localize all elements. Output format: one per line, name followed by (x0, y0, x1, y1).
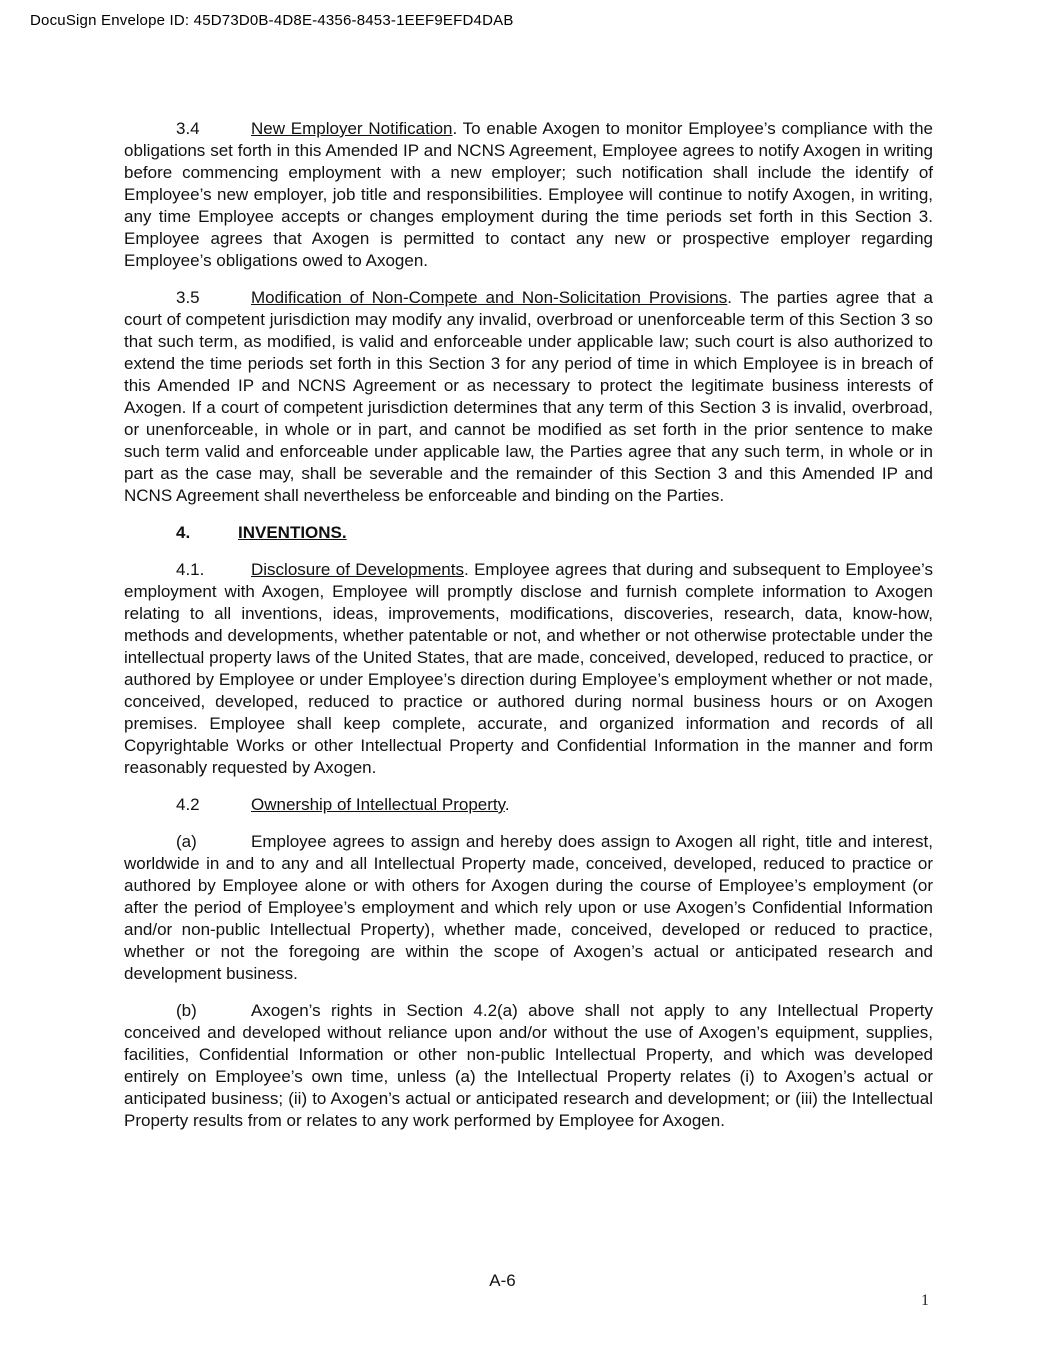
section-4-2-title-period: . (504, 795, 510, 814)
section-3-4-title: New Employer Notification (251, 119, 453, 138)
section-4-2a-body: Employee agrees to assign and hereby does assign to Axogen all right, title and interest, worldwide in and to any and all Intellectual Property made, conceived, developed, reduced to practice or authored by Employee alone or with others for Axogen during the course of Employee’s employment (or after the period of Employee’s employment and which rely upon or use Axogen’s Confidential Information and/or non-public Intellectual Property), whether made, conceived, developed or reduced to practice, whether or not the foregoing are within the scope of Axogen’s actual or anticipated research and development business. (124, 832, 933, 983)
section-3-5-paragraph (124, 287, 933, 507)
section-4-2a-paragraph (124, 831, 933, 985)
section-4-2-heading (124, 794, 933, 816)
section-4-2b-body: Axogen’s rights in Section 4.2(a) above shall not apply to any Intellectual Property conceived and developed without reliance upon and/or without the use of Axogen’s equipment, supplies, facilities, Confidential Information or other non-public Intellectual Property, and which was developed entirely on Employee’s own time, unless (a) the Intellectual Property relates (i) to Axogen’s actual or anticipated business; (ii) to Axogen’s actual or anticipated research and development; or (iii) the Intellectual Property results from or relates to any work performed by Employee for Axogen. (124, 1001, 933, 1130)
section-3-4-paragraph (124, 118, 933, 272)
section-3-4-body: . To enable Axogen to monitor Employee’s compliance with the obligations set forth in this Amended IP and NCNS Agreement, Employee agrees to notify Axogen in writing before commencing employment with a new employer; such notification shall include the identify of Employee’s new employer, job title and responsibilities. Employee will continue to notify Axogen, in writing, any time Employee accepts or changes employment during the time periods set forth in this Section 3. Employee agrees that Axogen is permitted to contact any new or prospective employer regarding Employee’s obligations owed to Axogen. (124, 119, 933, 270)
section-3-4-number: 3.4 (176, 119, 200, 138)
page-footer-label: A-6 (489, 1271, 516, 1290)
section-4-1-number: 4.1. (176, 560, 205, 579)
section-4-2b-number: (b) (176, 1001, 197, 1020)
section-4-2a-number: (a) (176, 832, 197, 851)
section-4-title: INVENTIONS. (238, 523, 347, 542)
section-4-2-number: 4.2 (176, 795, 200, 814)
section-4-number: 4. (176, 523, 191, 542)
section-4-2b-paragraph (124, 1000, 933, 1132)
page-number-stamp: 1 (921, 1292, 929, 1309)
section-4-1-body: . Employee agrees that during and subsequent to Employee’s employment with Axogen, Employee will promptly disclose and furnish complete information to Axogen relating to all inventions, ideas, improvements, modifications, discoveries, research, data, know-how, methods and developments, whether patentable or not, and whether or not otherwise protectable under the intellectual property laws of the United States, that are made, conceived, developed, reduced to practice, or authored by Employee or under Employee’s direction during Employee’s employment whether or not made, conceived, developed, reduced to practice or authored during normal business hours or on Axogen premises. Employee shall keep complete, accurate, and organized information and records of all Copyrightable Works or other Intellectual Property and Confidential Information in the manner and form reasonably requested by Axogen. (124, 560, 933, 777)
document-content (124, 118, 933, 1147)
section-3-5-body: . The parties agree that a court of competent jurisdiction may modify any invalid, overbroad or unenforceable term of this Section 3 so that such term, as modified, is valid and enforceable under applicable law; such court is also authorized to extend the time periods set forth in this Section 3 for any period of time in which Employee is in breach of this Amended IP and NCNS Agreement or as necessary to protect the legitimate business interests of Axogen. If a court of competent jurisdiction determines that any term of this Section 3 is invalid, overbroad, or unenforceable, in whole or in part, and cannot be modified as set forth in the prior sentence to make such term valid and enforceable under applicable law, the Parties agree that any such term, in whole or in part as the case may, shall be severable and the remainder of this Section 3 and this Amended IP and NCNS Agreement shall nevertheless be enforceable and binding on the Parties. (124, 288, 933, 505)
section-4-1-title: Disclosure of Developments (251, 560, 464, 579)
section-4-1-paragraph (124, 559, 933, 779)
section-3-5-title: Modification of Non-Compete and Non-Solicitation Provisions (251, 288, 728, 307)
section-4-heading (124, 522, 933, 544)
section-4-2-title: Ownership of Intellectual Property (251, 795, 505, 814)
docusign-envelope-id: DocuSign Envelope ID: 45D73D0B-4D8E-4356-8453-1EEF9EFD4DAB (30, 12, 514, 29)
section-3-5-number: 3.5 (176, 288, 200, 307)
